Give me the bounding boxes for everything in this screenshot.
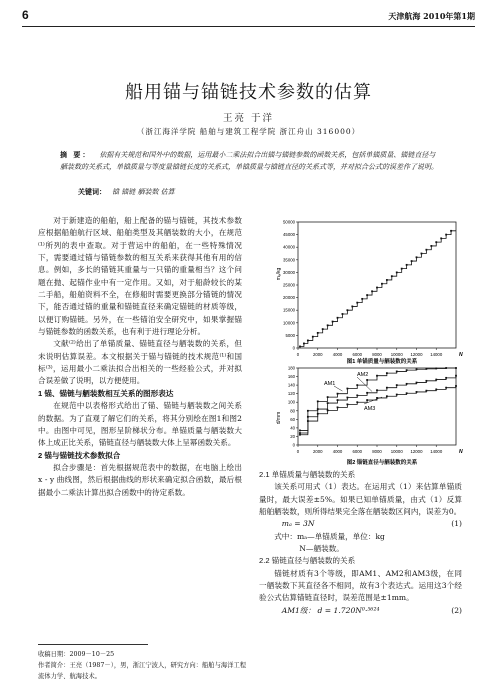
abstract-label: 摘 要： bbox=[60, 150, 92, 159]
section-2-2-text: 锚链材质有3个等级，即AM1、AM2和AM3级，在同一舾装数下其直径各不相同，故有3个表达式。运用这3个经验公式估算锚链直径时，误差范围是±1mm。 bbox=[259, 568, 462, 603]
data-point bbox=[445, 387, 447, 389]
data-point bbox=[299, 432, 301, 434]
x-tick-label: 14000 bbox=[430, 449, 443, 454]
x-tick-label: 14000 bbox=[430, 352, 443, 357]
section-2-text: 拟合步骤是：首先根据规范表中的数据，在电脑上绘出 x - y 曲线图，然后根据曲线的形状来确定拟合函数，最后根据最小二乘法计算出拟合函数中的待定系数。 bbox=[38, 462, 242, 497]
series-label: AM3 bbox=[364, 406, 376, 412]
data-point bbox=[307, 416, 309, 418]
data-point bbox=[391, 275, 393, 277]
data-point bbox=[317, 408, 319, 410]
data-point bbox=[416, 391, 418, 393]
data-point bbox=[337, 393, 339, 395]
y-tick-label: 100 bbox=[287, 399, 295, 405]
equation-2 bbox=[259, 605, 462, 617]
y-tick-label: 45000 bbox=[283, 232, 295, 238]
x-tick-label: 6000 bbox=[352, 352, 363, 357]
data-point bbox=[416, 382, 418, 384]
authors: 王亮 于洋 bbox=[222, 113, 275, 124]
x-tick-label: 6000 bbox=[352, 449, 363, 454]
y-tick-label: 60 bbox=[290, 416, 295, 422]
data-point bbox=[376, 287, 378, 289]
data-point bbox=[406, 392, 408, 394]
data-point bbox=[327, 409, 329, 411]
data-point bbox=[312, 336, 314, 338]
footnote-rule bbox=[38, 644, 148, 645]
data-point bbox=[386, 387, 388, 389]
data-point bbox=[455, 385, 457, 387]
data-point bbox=[416, 256, 418, 258]
y-tick-label: 40 bbox=[290, 425, 295, 431]
right-column bbox=[259, 469, 462, 617]
y-tick-label: 120 bbox=[287, 391, 295, 397]
data-point bbox=[386, 279, 388, 281]
article-title: 船用锚与锚链技术参数的估算 bbox=[125, 82, 372, 103]
y-tick-label: 40000 bbox=[283, 244, 295, 250]
received-date: 收稿日期：2009－10－25 bbox=[38, 651, 115, 658]
abstract bbox=[60, 149, 440, 173]
y-tick-label: 80 bbox=[290, 408, 295, 414]
data-point bbox=[401, 268, 403, 270]
x-tick-label: 4000 bbox=[332, 449, 343, 454]
data-point bbox=[435, 388, 437, 390]
data-point bbox=[356, 401, 358, 403]
data-point bbox=[317, 400, 319, 402]
data-point bbox=[346, 403, 348, 405]
keywords-text: 锚 锚链 舾装数 估算 bbox=[112, 188, 175, 196]
data-point bbox=[327, 324, 329, 326]
equation-1-where: 式中：mₐ—单锚质量，单位：kg bbox=[274, 531, 385, 541]
abstract-text: 依据有关规范和国外中的数据，运用最小二乘法拟合出锚与锚链参数的函数关系，包括单锚质量、锚链直径与舾装数的关系式，单锚质量与等度量锚链长度的关系式，单锚质量与锚链直径的关系式等，并对拟合公式的误差作了说明。 bbox=[60, 151, 438, 171]
y-tick-label: 5000 bbox=[285, 332, 295, 338]
figure-1 bbox=[283, 220, 463, 359]
figure-2-caption: 图2 锚链直径与舾装数的关系 bbox=[346, 460, 418, 466]
x-tick-label: 8000 bbox=[372, 449, 382, 454]
data-point bbox=[425, 249, 427, 251]
data-point bbox=[455, 367, 457, 369]
data-point bbox=[411, 260, 413, 262]
data-point bbox=[307, 340, 309, 342]
data-point bbox=[299, 434, 301, 436]
y-tick-label: 0 bbox=[292, 345, 295, 351]
left-column bbox=[38, 215, 242, 499]
data-point bbox=[450, 230, 452, 232]
y-tick-label: 180 bbox=[287, 365, 295, 371]
y-tick-label: 30000 bbox=[283, 269, 295, 275]
y-tick-label: 20000 bbox=[283, 295, 295, 301]
intro-paragraph-2: 文献⁽²⁾给出了单锚质量、锚链直径与舾装数的关系，但未说明估算误差。本文根据关于锚与锚链的技术规范⁽¹⁾和国标⁽³⁾，运用最小二乘法拟合出相关的一些经验公式，并对拟合误差做了说明，以方便使用。 bbox=[38, 339, 242, 386]
data-point bbox=[337, 317, 339, 319]
data-point bbox=[421, 253, 423, 255]
data-point bbox=[386, 395, 388, 397]
series-label: AM2 bbox=[357, 372, 369, 378]
data-point bbox=[337, 406, 339, 408]
header-rule bbox=[22, 26, 475, 27]
y-tick-label: 50000 bbox=[283, 219, 295, 225]
equation-2-body: AM1级： d = 1.720N⁰·⁵⁶²⁴ bbox=[281, 605, 380, 615]
equation-1-where-2: N—舾装数。 bbox=[299, 544, 344, 554]
series-pointer bbox=[357, 377, 372, 392]
data-point bbox=[337, 399, 339, 401]
data-point bbox=[366, 294, 368, 296]
x-tick-label: 2000 bbox=[312, 449, 323, 454]
data-point bbox=[455, 375, 457, 377]
data-point bbox=[356, 384, 358, 386]
data-point bbox=[342, 313, 344, 315]
figures bbox=[254, 218, 474, 468]
data-point bbox=[381, 283, 383, 285]
data-point bbox=[435, 379, 437, 381]
affiliation: （浙江海洋学院 船舶与建筑工程学院 浙江舟山 316000） bbox=[136, 127, 361, 136]
y-tick-label: 0 bbox=[292, 442, 295, 448]
data-point bbox=[299, 430, 301, 432]
figure-1-y-label: mₐ/kg bbox=[276, 267, 282, 281]
data-point bbox=[396, 272, 398, 274]
data-point bbox=[327, 396, 329, 398]
x-tick-label: 4000 bbox=[332, 352, 343, 357]
footnote bbox=[38, 649, 248, 682]
keywords-label: 关键词： bbox=[78, 187, 106, 196]
data-point bbox=[406, 369, 408, 371]
x-tick-label: 0 bbox=[296, 352, 300, 357]
data-point bbox=[346, 388, 348, 390]
page-number: 6 bbox=[22, 8, 29, 22]
data-point bbox=[435, 241, 437, 243]
section-2-1-title: 2.1 单锚质量与舾装数的关系 bbox=[259, 470, 356, 479]
section-2-1-text: 该关系可用式（1）表达。在运用式（1）来估算单锚质量时，最大误差±5%。如果已知单锚质量，由式（1）反算船舶舾装数，则所得结果完全落在舾装数区间内，误差为0。 bbox=[259, 482, 462, 517]
data-point bbox=[317, 332, 319, 334]
equation-2-number: (2) bbox=[451, 605, 462, 615]
y-tick-label: 15000 bbox=[283, 307, 295, 313]
journal-header: 天津航海 2010年第1期 bbox=[388, 11, 475, 21]
x-tick-label: 10000 bbox=[390, 449, 403, 454]
data-point bbox=[322, 328, 324, 330]
data-point bbox=[416, 368, 418, 370]
data-point bbox=[440, 237, 442, 239]
equation-1-number: (1) bbox=[451, 519, 462, 529]
data-point bbox=[317, 413, 319, 415]
data-point bbox=[366, 379, 368, 381]
data-point bbox=[425, 390, 427, 392]
x-tick-label: 10000 bbox=[390, 352, 403, 357]
x-tick-label: 12000 bbox=[410, 449, 423, 454]
section-1-title: 1 锚、锚链与舾装数相互关系的图形表达 bbox=[38, 388, 174, 398]
data-point bbox=[445, 234, 447, 236]
equation-1-body: mₐ = 3N bbox=[281, 519, 315, 529]
x-tick-label: 2000 bbox=[312, 352, 323, 357]
section-2-2-title: 2.2 锚链直径与舾装数的关系 bbox=[259, 556, 356, 566]
data-point bbox=[332, 321, 334, 323]
data-point bbox=[376, 389, 378, 391]
data-point bbox=[445, 377, 447, 379]
plot-frame bbox=[298, 222, 456, 348]
series-line-AM1 bbox=[300, 368, 456, 430]
y-tick-label: 20 bbox=[290, 433, 295, 439]
equation-1 bbox=[259, 518, 462, 530]
data-point bbox=[346, 397, 348, 399]
x-tick-label: 0 bbox=[296, 449, 300, 454]
y-tick-label: 160 bbox=[287, 374, 295, 380]
y-tick-label: 35000 bbox=[283, 257, 295, 263]
series-label: AM1 bbox=[324, 381, 336, 387]
data-point bbox=[307, 420, 309, 422]
data-point bbox=[376, 375, 378, 377]
data-point bbox=[361, 298, 363, 300]
figure-2 bbox=[288, 366, 463, 456]
data-point bbox=[366, 399, 368, 401]
data-point bbox=[307, 410, 309, 412]
data-point bbox=[406, 383, 408, 385]
figure-2-y-label: d/mm bbox=[276, 411, 282, 425]
data-point bbox=[406, 264, 408, 266]
y-tick-label: 140 bbox=[287, 382, 295, 388]
data-point bbox=[396, 371, 398, 373]
author-bio: 作者简介：王亮（1987－），男，浙江宁波人，研究方向：船舶与海洋工程流体力学、航海技术。 bbox=[38, 662, 247, 680]
x-tick-label: 8000 bbox=[372, 352, 382, 357]
section-2-title: 2 锚与锚链技术参数拟合 bbox=[38, 450, 121, 460]
x-axis-label: N bbox=[459, 449, 463, 455]
data-point bbox=[430, 245, 432, 247]
series-line-AM3 bbox=[300, 386, 456, 435]
data-point bbox=[386, 372, 388, 374]
data-point bbox=[371, 290, 373, 292]
y-tick-label: 10000 bbox=[283, 320, 295, 326]
data-point bbox=[366, 392, 368, 394]
data-point bbox=[396, 384, 398, 386]
data-point bbox=[327, 402, 329, 404]
intro-paragraph-1: 对于新建造的船舶，船上配备的锚与锚链，其技术参数应根据船舶航行区域、船舶类型及其舾装数的大小，在规范⁽¹⁾所列的表中查取。对于营运中的船舶，在一些特殊情况下，需要通过锚与锚链参数的相互关系来获得其他有用的信息。例如，多长的锚链其重量与一只锚的重量相当？这个问题在抛、起锚作业中有一定作用。又如，对于船龄较长的某二手船，船舶资料不全，在修船时需要更换部分锚链的情况下，能否通过锚的重量和锚链直径来确定锚链的材质等级，以便订购锚链。另外，在一些锚泊安全研究中，如果掌握锚与锚链参数的函数关系，也有利于进行理论分析。 bbox=[38, 216, 242, 337]
section-1-text: 在规范中以表格形式给出了锚、锚链与舾装数之间关系的数据。为了直观了解它们的关系，将其分别绘在图1和图2中。由图中可见，图形呈阶梯状分布。单锚质量与舾装数大体上成正比关系，锚链直径与舾装数大体上呈幂函数关系。 bbox=[38, 401, 242, 448]
data-point bbox=[425, 368, 427, 370]
keywords bbox=[78, 187, 175, 197]
data-point bbox=[445, 367, 447, 369]
y-tick-label: 25000 bbox=[283, 282, 295, 288]
x-axis-label: N bbox=[459, 352, 463, 358]
data-point bbox=[356, 394, 358, 396]
data-point bbox=[299, 346, 301, 348]
data-point bbox=[303, 343, 305, 345]
data-point bbox=[396, 394, 398, 396]
data-point bbox=[425, 380, 427, 382]
x-tick-label: 12000 bbox=[410, 352, 423, 357]
data-point bbox=[435, 368, 437, 370]
data-point bbox=[346, 309, 348, 311]
data-point bbox=[351, 306, 353, 308]
data-point bbox=[356, 302, 358, 304]
figure-1-caption: 图1 单锚质量与舾装数的关系 bbox=[346, 359, 418, 365]
